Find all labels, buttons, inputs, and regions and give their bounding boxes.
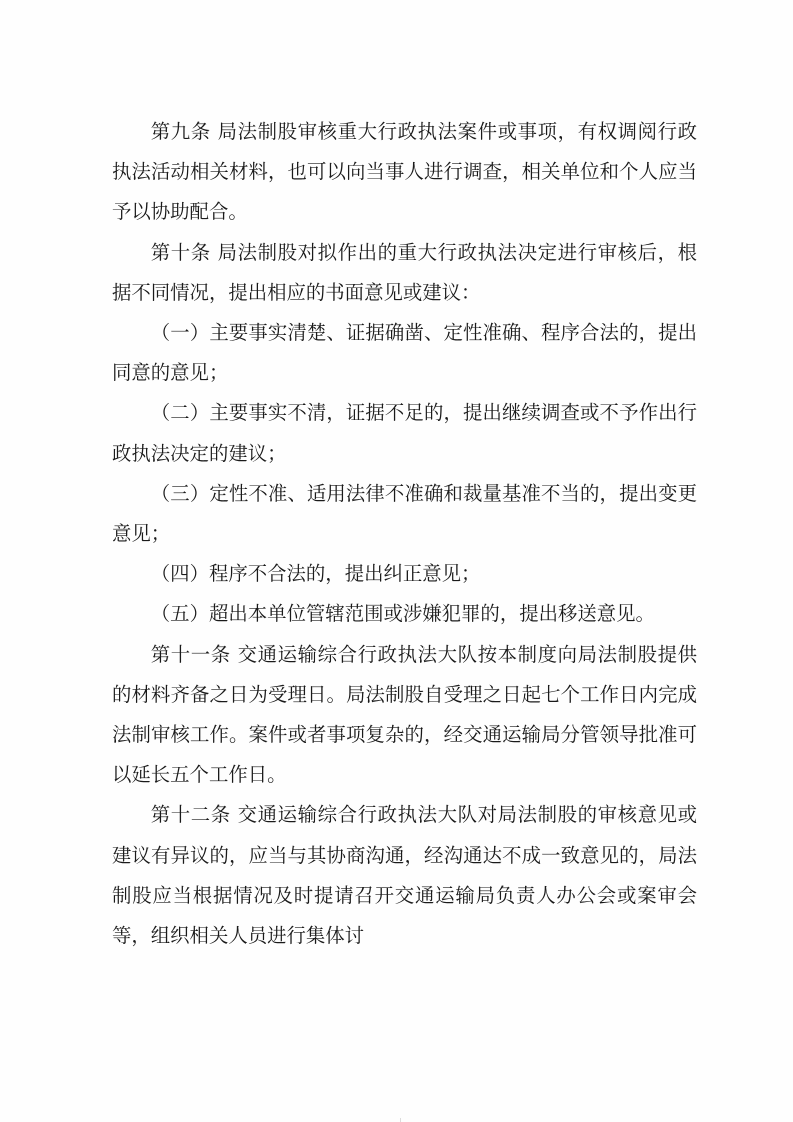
- scan-edge-mark: [400, 1118, 401, 1122]
- article-10-item-3: （三）定性不准、适用法律不准确和裁量基准不当的，提出变更意见；: [112, 481, 697, 546]
- article-10-item-4: （四）程序不合法的，提出纠正意见；: [150, 562, 481, 586]
- document-body: [112, 112, 697, 956]
- article-11-paragraph: 第十一条 交通运输综合行政执法大队按本制度向局法制股提供的材料齐备之日为受理日。局法制股自受理之日起七个工作日内完成法制审核工作。案件或者事项复杂的，经交通运输局分管领导批准可以延长五个工作日。: [112, 642, 697, 787]
- article-10-paragraph: 第十条 局法制股对拟作出的重大行政执法决定进行审核后，根据不同情况，提出相应的书面意见或建议：: [112, 240, 697, 304]
- article-12-paragraph: 第十二条 交通运输综合行政执法大队对局法制股的审核意见或建议有异议的，应当与其协商沟通，经沟通达不成一致意见的，局法制股应当根据情况及时提请召开交通运输局负责人办公会或案审会等，组织相关人员进行集体讨: [112, 803, 697, 948]
- article-10-item-5: （五）超出本单位管辖范围或涉嫌犯罪的，提出移送意见。: [150, 602, 655, 626]
- article-10-item-2: （二）主要事实不清，证据不足的，提出继续调查或不予作出行政执法决定的建议；: [112, 401, 697, 465]
- article-9-paragraph: 第九条 局法制股审核重大行政执法案件或事项，有权调阅行政执法活动相关材料，也可以向当事人进行调查，相关单位和个人应当予以协助配合。: [112, 120, 697, 224]
- article-10-item-1: （一）主要事实清楚、证据确凿、定性准确、程序合法的，提出同意的意见；: [112, 321, 697, 385]
